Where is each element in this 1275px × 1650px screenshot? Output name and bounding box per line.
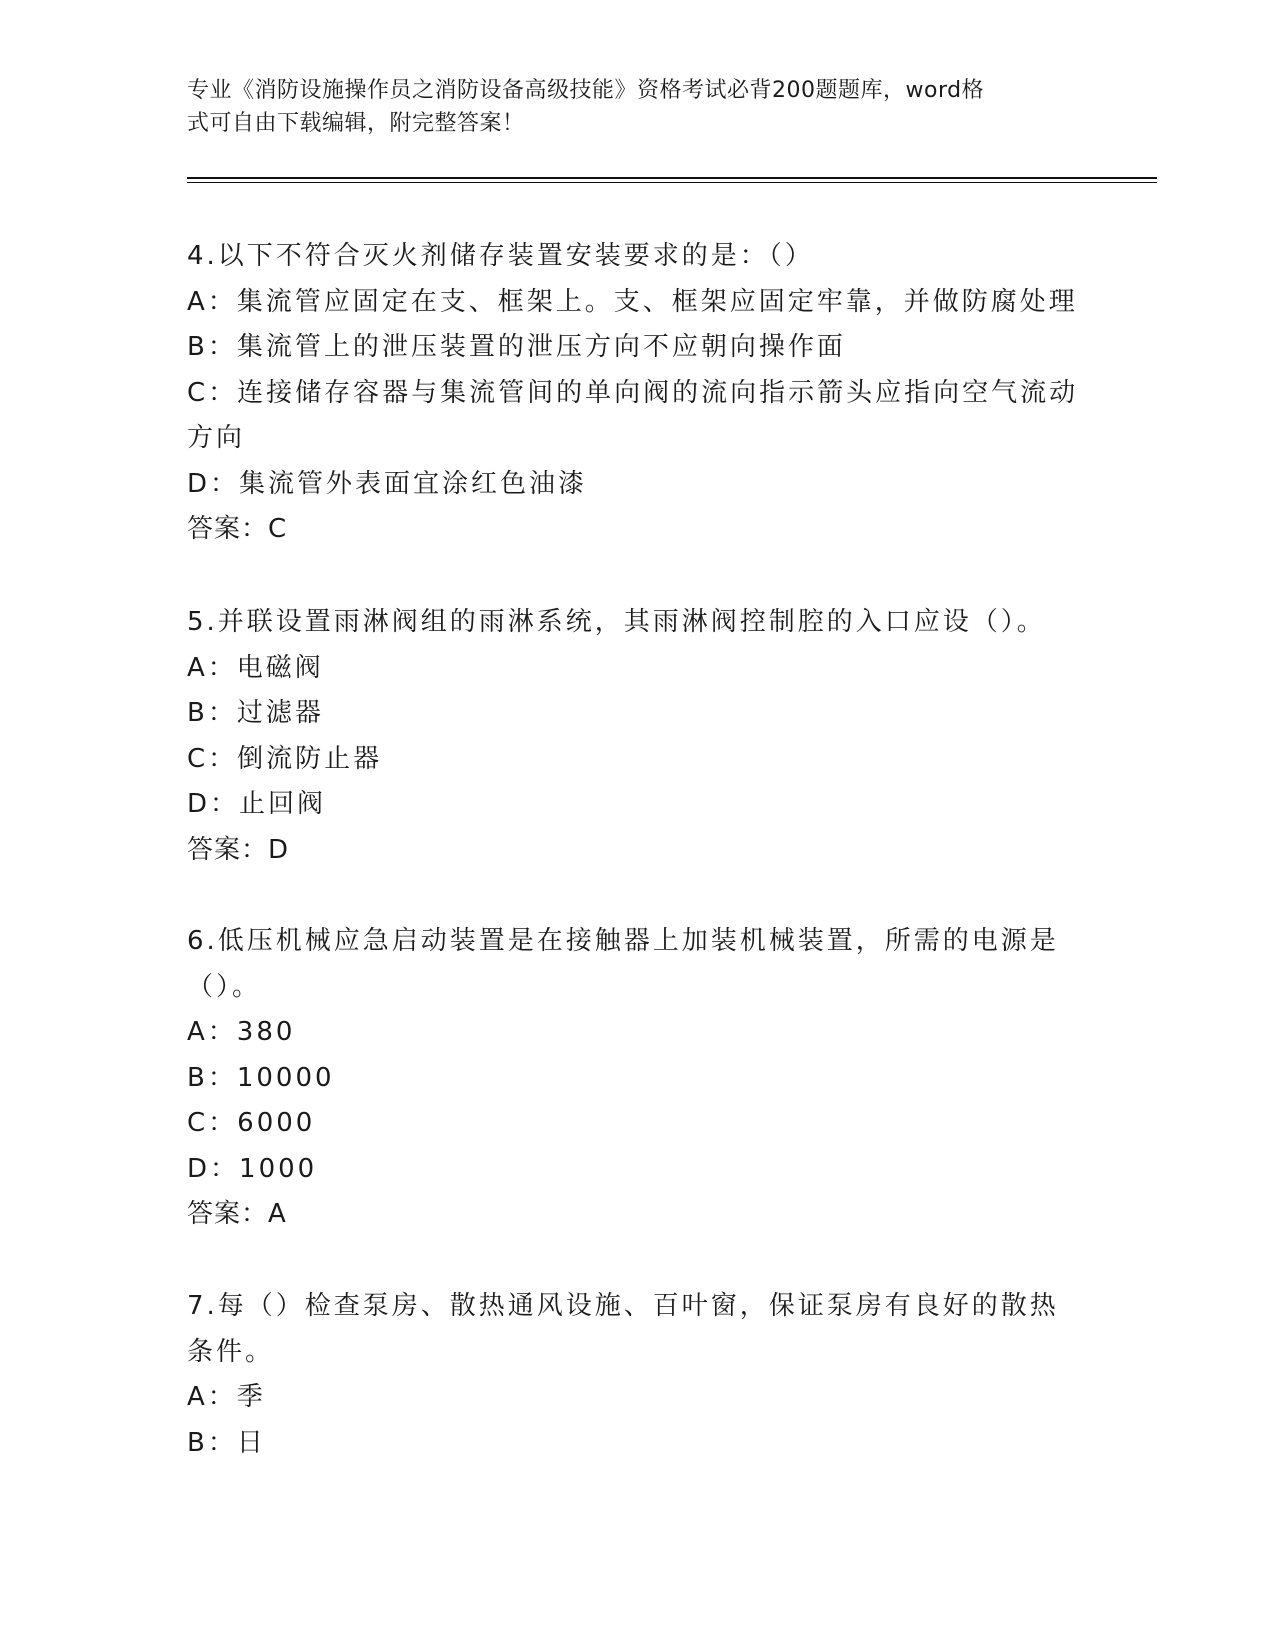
question-stem: 6.低压机械应急启动装置是在接触器上加装机械装置，所需的电源是 <box>187 926 1059 956</box>
question-stem: 7.每（）检查泵房、散热通风设施、百叶窗，保证泵房有良好的散热 <box>187 1291 1059 1321</box>
answer: 答案：A <box>187 1199 287 1229</box>
option-a: A：集流管应固定在支、框架上。支、框架应固定牢靠，并做防腐处理 <box>187 286 1078 317</box>
document-header <box>187 74 1067 140</box>
question-stem-continued: 条件。 <box>187 1336 275 1367</box>
option-a: A：季 <box>187 1382 266 1412</box>
header-line-2: 式可自由下载编辑，附完整答案！ <box>187 111 525 136</box>
option-d: D：集流管外表面宜涂红色油漆 <box>187 468 588 499</box>
question-4 <box>187 234 1077 553</box>
option-c-continued: 方向 <box>187 423 246 453</box>
option-a: A：电磁阀 <box>187 652 324 683</box>
answer: 答案：C <box>187 514 288 544</box>
option-b: B：集流管上的泄压装置的泄压方向不应朝向操作面 <box>187 332 846 362</box>
question-stem: 5.并联设置雨淋阀组的雨淋系统，其雨淋阀控制腔的入口应设（）。 <box>187 607 1046 637</box>
question-stem-continued: （）。 <box>187 971 262 1002</box>
option-d: D：1000 <box>187 1153 318 1184</box>
answer: 答案：D <box>187 834 290 865</box>
question-6 <box>187 919 1077 1238</box>
option-b: B：10000 <box>187 1062 335 1093</box>
header-divider-thick <box>187 177 1157 179</box>
question-7 <box>187 1284 1077 1466</box>
header-line-1: 专业《消防设施操作员之消防设备高级技能》资格考试必背200题题库，word格 <box>187 78 985 103</box>
option-c: C：倒流防止器 <box>187 743 383 774</box>
option-a: A：380 <box>187 1017 296 1047</box>
option-b: B：过滤器 <box>187 698 324 728</box>
option-c: C：连接储存容器与集流管间的单向阀的流向指示箭头应指向空气流动 <box>187 377 1079 408</box>
question-5 <box>187 600 1077 873</box>
header-divider-thin <box>187 182 1157 183</box>
option-d: D：止回阀 <box>187 789 327 819</box>
question-stem: 4.以下不符合灭火剂储存装置安装要求的是：（） <box>187 241 814 271</box>
option-b: B：日 <box>187 1427 266 1458</box>
option-c: C：6000 <box>187 1108 316 1138</box>
